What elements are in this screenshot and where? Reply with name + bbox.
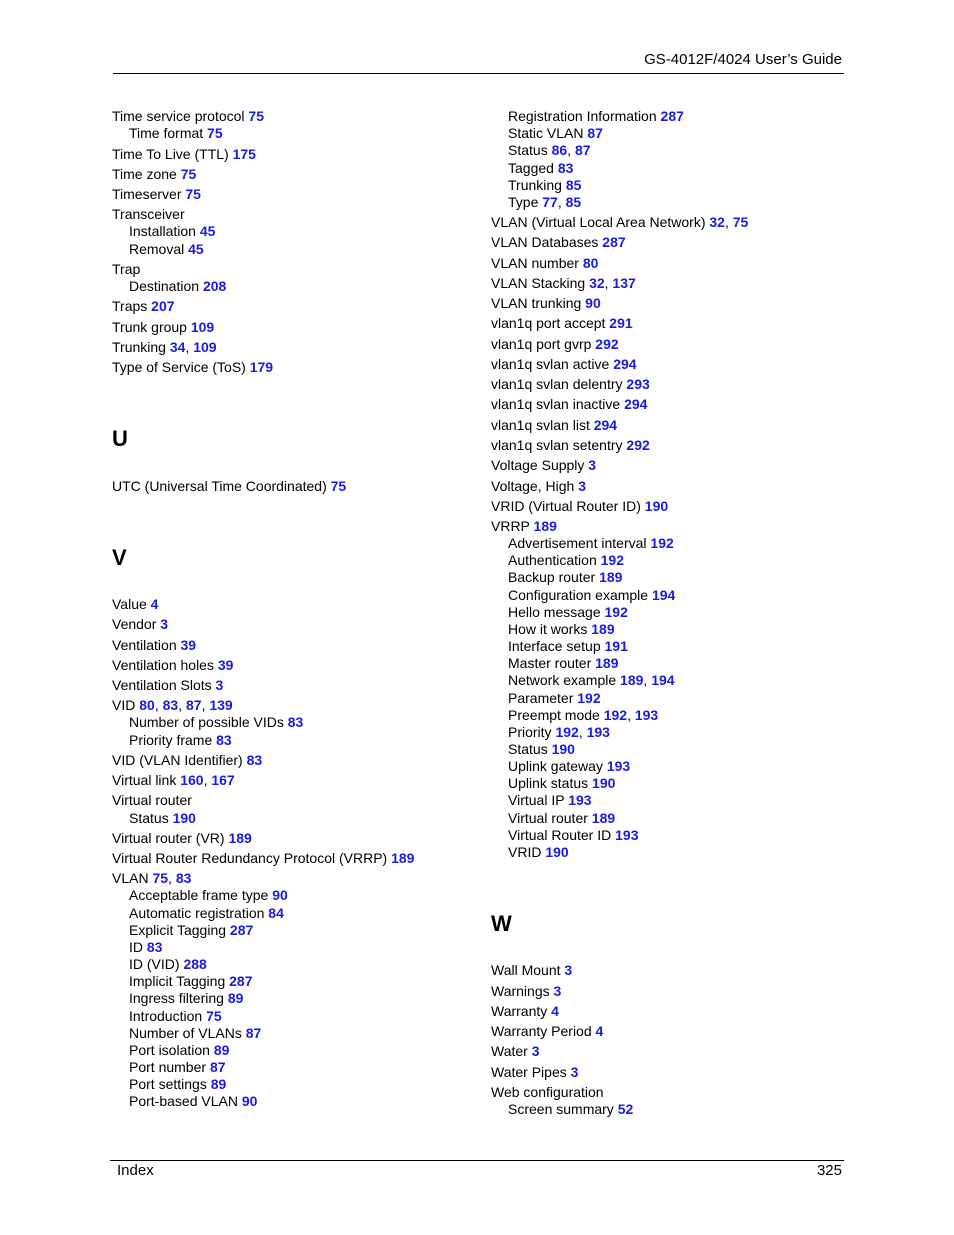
index-subentry: Type 77, 85 xyxy=(508,194,582,210)
index-subentry xyxy=(508,535,674,552)
index-subentry xyxy=(129,1025,261,1042)
index-subentry: Preempt mode 192, 193 xyxy=(508,707,659,723)
index-term: vlan1q svlan setentry xyxy=(491,437,623,453)
index-entry xyxy=(112,637,196,654)
page-reference-link[interactable]: 137 xyxy=(612,275,636,291)
index-entry xyxy=(491,437,650,454)
index-term: Transceiver xyxy=(112,206,185,222)
index-term: Trap xyxy=(112,261,141,277)
page-reference-link[interactable]: 75 xyxy=(248,108,264,124)
page-reference-link[interactable]: 189 xyxy=(228,830,252,846)
index-entry xyxy=(491,983,561,1000)
index-term: Timeserver xyxy=(112,186,182,202)
index-subentry xyxy=(129,956,207,973)
index-subentry xyxy=(508,792,592,809)
page-reference-link[interactable]: 294 xyxy=(613,356,637,372)
page-reference-link[interactable]: 189 xyxy=(620,672,644,688)
page-reference-link[interactable]: 189 xyxy=(591,621,615,637)
index-entry xyxy=(112,830,252,847)
page-reference-link[interactable]: 287 xyxy=(229,922,254,938)
index-term: Virtual router xyxy=(112,792,192,808)
page-reference-link[interactable]: 89 xyxy=(213,1042,230,1058)
index-subentry xyxy=(508,569,622,586)
index-term: Time service protocol xyxy=(112,108,245,124)
index-term: Voltage Supply xyxy=(491,457,585,473)
header-divider xyxy=(113,73,844,74)
index-entry xyxy=(491,336,619,353)
index-term: Type xyxy=(508,194,539,210)
page-reference-link[interactable]: 192 xyxy=(650,535,674,551)
page-reference-link[interactable]: 288 xyxy=(183,956,207,972)
index-entry xyxy=(112,850,414,867)
index-entry xyxy=(112,261,140,278)
index-term: VRID xyxy=(508,844,542,860)
page-reference-link[interactable]: 192 xyxy=(604,604,628,620)
index-subentry xyxy=(508,741,575,758)
page-reference-link[interactable]: 292 xyxy=(626,437,650,453)
index-subentry xyxy=(129,1093,257,1110)
page-reference-link[interactable]: 39 xyxy=(180,637,197,653)
index-subentry xyxy=(508,827,638,844)
index-entry xyxy=(112,146,256,163)
index-term: Trunking xyxy=(508,177,562,193)
index-term: Warranty Period xyxy=(491,1023,592,1039)
index-entry: Virtual link 160, 167 xyxy=(112,772,235,788)
page-reference-link[interactable]: 80 xyxy=(139,697,155,713)
index-entry xyxy=(491,962,572,979)
index-term: Water xyxy=(491,1043,528,1059)
page-reference-link[interactable]: 194 xyxy=(651,672,675,688)
index-term: VRID (Virtual Router ID) xyxy=(491,498,641,514)
page-reference-link[interactable]: 4 xyxy=(551,1003,559,1019)
index-entry: VID 80, 83, 87, 139 xyxy=(112,697,233,713)
page-reference-link[interactable]: 87 xyxy=(185,697,202,713)
page-reference-link[interactable]: 80 xyxy=(582,255,599,271)
index-term: Virtual router xyxy=(508,810,588,826)
index-subentry xyxy=(129,714,303,731)
page-reference-link[interactable]: 87 xyxy=(209,1059,226,1075)
index-entry xyxy=(491,478,586,495)
page-reference-link[interactable]: 75 xyxy=(206,1008,222,1024)
page-reference-link[interactable]: 75 xyxy=(152,870,169,886)
index-entry xyxy=(491,234,626,251)
page-reference-link[interactable]: 4 xyxy=(150,596,159,612)
index-term: Type of Service (ToS) xyxy=(112,359,246,375)
page-reference-link[interactable]: 3 xyxy=(160,616,169,632)
index-term: Warranty xyxy=(491,1003,548,1019)
page-reference-link[interactable]: 45 xyxy=(188,241,204,257)
page-reference-link[interactable]: 3 xyxy=(578,478,586,494)
page-reference-link[interactable]: 83 xyxy=(216,732,232,748)
index-subentry xyxy=(129,810,196,827)
index-subentry xyxy=(508,160,573,177)
index-subentry: Network example 189, 194 xyxy=(508,672,675,688)
index-entry xyxy=(491,1023,603,1040)
index-term: vlan1q svlan inactive xyxy=(491,396,621,412)
index-entry xyxy=(112,596,158,613)
page-reference-link[interactable]: 294 xyxy=(593,417,618,433)
page-reference-link[interactable]: 190 xyxy=(644,498,669,514)
index-term: ID xyxy=(129,939,143,955)
index-subentry xyxy=(129,1042,229,1059)
index-term: Time zone xyxy=(112,166,177,182)
index-term: Time To Live (TTL) xyxy=(112,146,229,162)
index-subentry xyxy=(508,552,624,569)
index-subentry xyxy=(129,905,284,922)
index-term: UTC (Universal Time Coordinated) xyxy=(112,478,327,494)
page-reference-link[interactable]: 179 xyxy=(249,359,274,375)
index-subentry xyxy=(129,125,223,142)
page-reference-link[interactable]: 75 xyxy=(185,186,201,202)
page-reference-link[interactable]: 193 xyxy=(568,792,592,808)
index-term: Network example xyxy=(508,672,617,688)
index-term: Interface setup xyxy=(508,638,601,654)
page-reference-link[interactable]: 287 xyxy=(660,108,684,124)
index-term: Status xyxy=(129,810,169,826)
index-subentry xyxy=(508,177,581,194)
index-term: Trunking xyxy=(112,339,166,355)
page-reference-link[interactable]: 139 xyxy=(209,697,233,713)
page-reference-link[interactable]: 193 xyxy=(634,707,659,723)
page-header-title: GS-4012F/4024 User’s Guide xyxy=(644,51,842,68)
index-subentry xyxy=(508,758,630,775)
page-reference-link[interactable]: 189 xyxy=(595,655,619,671)
index-term: VID (VLAN Identifier) xyxy=(112,752,243,768)
index-term: Registration Information xyxy=(508,108,657,124)
page-reference-link[interactable]: 85 xyxy=(565,194,582,210)
page-reference-link[interactable]: 175 xyxy=(232,146,256,162)
index-term: Configuration example xyxy=(508,587,649,603)
index-entry: VLAN (Virtual Local Area Network) 32, 75 xyxy=(491,214,749,230)
index-term: Number of possible VIDs xyxy=(129,714,284,730)
page-reference-link[interactable]: 4 xyxy=(595,1023,604,1039)
index-entry xyxy=(491,518,557,535)
footer-section-label: Index xyxy=(117,1162,154,1179)
index-term: Wall Mount xyxy=(491,962,561,978)
index-term: Virtual router (VR) xyxy=(112,830,225,846)
index-term: Explicit Tagging xyxy=(129,922,227,938)
index-subentry xyxy=(508,844,569,861)
index-subentry xyxy=(508,108,684,125)
page-reference-link[interactable]: 109 xyxy=(190,319,215,335)
index-entry: VLAN Stacking 32, 137 xyxy=(491,275,636,291)
index-term: Voltage, High xyxy=(491,478,575,494)
page-reference-link[interactable]: 287 xyxy=(602,234,626,250)
index-subentry xyxy=(508,655,619,672)
index-term: VLAN number xyxy=(491,255,579,271)
page-reference-link[interactable]: 87 xyxy=(574,142,591,158)
index-subentry xyxy=(508,125,603,142)
page-reference-link[interactable]: 83 xyxy=(162,697,179,713)
index-term: vlan1q port accept xyxy=(491,315,606,331)
page-reference-link[interactable]: 3 xyxy=(531,1043,540,1059)
page-reference-link[interactable]: 3 xyxy=(588,457,597,473)
index-subentry xyxy=(508,810,615,827)
index-subentry xyxy=(508,587,675,604)
page-reference-link[interactable]: 87 xyxy=(245,1025,262,1041)
index-subentry xyxy=(508,775,615,792)
index-entry xyxy=(112,677,223,694)
page-reference-link[interactable]: 84 xyxy=(268,905,284,921)
page-reference-link[interactable]: 191 xyxy=(604,638,628,654)
index-term: How it works xyxy=(508,621,588,637)
index-term: Port number xyxy=(129,1059,207,1075)
index-entry xyxy=(491,417,617,434)
page-reference-link[interactable]: 190 xyxy=(592,775,616,791)
page-reference-link[interactable]: 189 xyxy=(591,810,616,826)
index-entry xyxy=(491,396,647,413)
page-reference-link[interactable]: 83 xyxy=(175,870,192,886)
page-reference-link[interactable]: 192 xyxy=(577,690,601,706)
index-entry xyxy=(112,657,233,674)
page-reference-link[interactable]: 192 xyxy=(555,724,579,740)
index-subentry xyxy=(508,604,628,621)
index-entry xyxy=(491,255,598,272)
page-reference-link[interactable]: 83 xyxy=(146,939,163,955)
index-term: Hello message xyxy=(508,604,601,620)
page-reference-link[interactable]: 89 xyxy=(210,1076,227,1092)
index-entry xyxy=(112,792,192,809)
index-subentry xyxy=(508,1101,633,1118)
index-entry xyxy=(112,166,196,183)
page-reference-link[interactable]: 292 xyxy=(595,336,619,352)
index-entry xyxy=(112,359,273,376)
index-entry xyxy=(112,478,346,495)
index-term: Destination xyxy=(129,278,200,294)
page-reference-link[interactable]: 189 xyxy=(391,850,415,866)
index-term: VLAN Stacking xyxy=(491,275,586,291)
page-reference-link[interactable]: 189 xyxy=(599,569,623,585)
index-term: Screen summary xyxy=(508,1101,614,1117)
index-term: Port isolation xyxy=(129,1042,210,1058)
page-reference-link[interactable]: 193 xyxy=(615,827,639,843)
index-term: Port-based VLAN xyxy=(129,1093,238,1109)
index-entry xyxy=(491,295,601,312)
index-term: Authentication xyxy=(508,552,597,568)
index-subentry xyxy=(508,638,628,655)
index-term: Ventilation holes xyxy=(112,657,214,673)
page-reference-link[interactable]: 167 xyxy=(211,772,235,788)
index-term: ID (VID) xyxy=(129,956,180,972)
page-reference-link[interactable]: 293 xyxy=(626,376,650,392)
index-entry xyxy=(491,457,596,474)
page-reference-link[interactable]: 75 xyxy=(207,125,223,141)
index-term: VLAN Databases xyxy=(491,234,599,250)
page-reference-link[interactable]: 287 xyxy=(229,973,253,989)
index-term: Installation xyxy=(129,223,196,239)
index-term: VRRP xyxy=(491,518,530,534)
index-term: Acceptable frame type xyxy=(129,887,269,903)
index-subentry xyxy=(129,887,288,904)
index-term: Implicit Tagging xyxy=(129,973,226,989)
page-reference-link[interactable]: 90 xyxy=(241,1093,258,1109)
index-term: Value xyxy=(112,596,147,612)
index-term: Uplink gateway xyxy=(508,758,603,774)
index-term: Vendor xyxy=(112,616,157,632)
index-term: VLAN trunking xyxy=(491,295,582,311)
index-subentry xyxy=(129,1059,226,1076)
index-term: Status xyxy=(508,741,548,757)
page-reference-link[interactable]: 83 xyxy=(557,160,574,176)
section-letter: V xyxy=(112,545,127,570)
index-term: Parameter xyxy=(508,690,574,706)
index-term: Status xyxy=(508,142,548,158)
index-entry xyxy=(491,376,650,393)
page-reference-link[interactable]: 32 xyxy=(709,214,725,230)
page-reference-link[interactable]: 90 xyxy=(585,295,601,311)
page-reference-link[interactable]: 194 xyxy=(651,587,676,603)
page-reference-link[interactable]: 193 xyxy=(606,758,631,774)
index-term: VID xyxy=(112,697,136,713)
index-subentry xyxy=(129,1008,222,1025)
page-reference-link[interactable]: 90 xyxy=(272,887,288,903)
page-reference-link[interactable]: 75 xyxy=(732,214,749,230)
index-entry xyxy=(112,108,264,125)
page-reference-link[interactable]: 109 xyxy=(193,339,217,355)
index-term: Advertisement interval xyxy=(508,535,647,551)
index-subentry xyxy=(129,278,226,295)
index-term: Port settings xyxy=(129,1076,207,1092)
index-entry xyxy=(491,356,637,373)
index-subentry xyxy=(129,973,253,990)
page-reference-link[interactable]: 75 xyxy=(180,166,197,182)
index-entry xyxy=(112,298,175,315)
page-reference-link[interactable]: 86 xyxy=(551,142,568,158)
page-reference-link[interactable]: 294 xyxy=(624,396,648,412)
index-term: vlan1q svlan list xyxy=(491,417,590,433)
index-term: Water Pipes xyxy=(491,1064,567,1080)
index-term: vlan1q port gvrp xyxy=(491,336,592,352)
index-term: Priority xyxy=(508,724,552,740)
page-reference-link[interactable]: 160 xyxy=(180,772,204,788)
index-entry xyxy=(491,1064,578,1081)
index-subentry xyxy=(129,990,243,1007)
index-term: VLAN (Virtual Local Area Network) xyxy=(491,214,706,230)
index-subentry xyxy=(129,223,215,240)
page-reference-link[interactable]: 83 xyxy=(287,714,304,730)
index-term: Static VLAN xyxy=(508,125,584,141)
page-reference-link[interactable]: 192 xyxy=(600,552,624,568)
index-term: Ingress filtering xyxy=(129,990,224,1006)
index-term: Priority frame xyxy=(129,732,213,748)
index-term: Tagged xyxy=(508,160,554,176)
index-term: Trunk group xyxy=(112,319,187,335)
index-term: VLAN xyxy=(112,870,149,886)
index-subentry xyxy=(129,922,253,939)
index-entry xyxy=(112,752,262,769)
section-letter: W xyxy=(491,911,512,936)
page-reference-link[interactable]: 193 xyxy=(586,724,610,740)
page-reference-link[interactable]: 190 xyxy=(172,810,196,826)
index-term: Removal xyxy=(129,241,185,257)
page-reference-link[interactable]: 3 xyxy=(215,677,224,693)
index-entry xyxy=(112,319,214,336)
index-subentry xyxy=(508,621,615,638)
page-reference-link[interactable]: 87 xyxy=(587,125,603,141)
index-term: Uplink status xyxy=(508,775,589,791)
index-term: Automatic registration xyxy=(129,905,265,921)
page-reference-link[interactable]: 3 xyxy=(553,983,562,999)
page-reference-link[interactable]: 39 xyxy=(217,657,234,673)
index-term: vlan1q svlan active xyxy=(491,356,610,372)
page-reference-link[interactable]: 34 xyxy=(169,339,186,355)
page-reference-link[interactable]: 208 xyxy=(202,278,227,294)
page-reference-link[interactable]: 189 xyxy=(533,518,557,534)
index-term: Preempt mode xyxy=(508,707,600,723)
footer-page-number: 325 xyxy=(816,1162,842,1179)
index-term: Virtual link xyxy=(112,772,177,788)
index-term: Master router xyxy=(508,655,592,671)
index-entry xyxy=(491,1043,540,1060)
index-entry xyxy=(491,315,633,332)
index-subentry: Status 86, 87 xyxy=(508,142,591,158)
page-reference-link[interactable]: 192 xyxy=(603,707,628,723)
index-term: Time format xyxy=(129,125,204,141)
index-subentry: Priority 192, 193 xyxy=(508,724,610,740)
index-term: Ventilation Slots xyxy=(112,677,212,693)
index-term: Web configuration xyxy=(491,1084,604,1100)
page-reference-link[interactable]: 190 xyxy=(545,844,569,860)
section-letter: U xyxy=(112,426,128,451)
page-reference-link[interactable]: 75 xyxy=(330,478,347,494)
index-term: Virtual IP xyxy=(508,792,565,808)
index-term: Ventilation xyxy=(112,637,177,653)
footer-divider xyxy=(110,1160,844,1161)
page-reference-link[interactable]: 207 xyxy=(151,298,175,314)
index-entry xyxy=(112,206,185,223)
index-term: Introduction xyxy=(129,1008,203,1024)
index-subentry xyxy=(129,939,162,956)
page-reference-link[interactable]: 32 xyxy=(589,275,605,291)
page-reference-link[interactable]: 77 xyxy=(542,194,558,210)
page-reference-link[interactable]: 52 xyxy=(617,1101,634,1117)
page-reference-link[interactable]: 85 xyxy=(565,177,582,193)
index-entry xyxy=(491,498,668,515)
page-reference-link[interactable]: 3 xyxy=(564,962,573,978)
index-entry xyxy=(112,186,201,203)
index-term: Virtual Router Redundancy Protocol (VRRP) xyxy=(112,850,388,866)
index-term: Traps xyxy=(112,298,148,314)
index-entry: Trunking 34, 109 xyxy=(112,339,217,355)
index-term: Number of VLANs xyxy=(129,1025,242,1041)
page-reference-link[interactable]: 89 xyxy=(227,990,244,1006)
page-reference-link[interactable]: 3 xyxy=(570,1064,579,1080)
index-entry xyxy=(112,616,168,633)
index-entry xyxy=(491,1003,559,1020)
index-term: Backup router xyxy=(508,569,596,585)
index-entry xyxy=(491,1084,604,1101)
page-reference-link[interactable]: 45 xyxy=(199,223,216,239)
index-subentry xyxy=(508,690,601,707)
page-reference-link[interactable]: 190 xyxy=(551,741,575,757)
index-subentry xyxy=(129,732,232,749)
page-reference-link[interactable]: 291 xyxy=(609,315,633,331)
index-term: vlan1q svlan delentry xyxy=(491,376,623,392)
index-term: Virtual Router ID xyxy=(508,827,612,843)
index-term: Warnings xyxy=(491,983,550,999)
page-reference-link[interactable]: 83 xyxy=(246,752,263,768)
index-subentry xyxy=(129,1076,226,1093)
index-subentry xyxy=(129,241,204,258)
index-entry: VLAN 75, 83 xyxy=(112,870,192,886)
